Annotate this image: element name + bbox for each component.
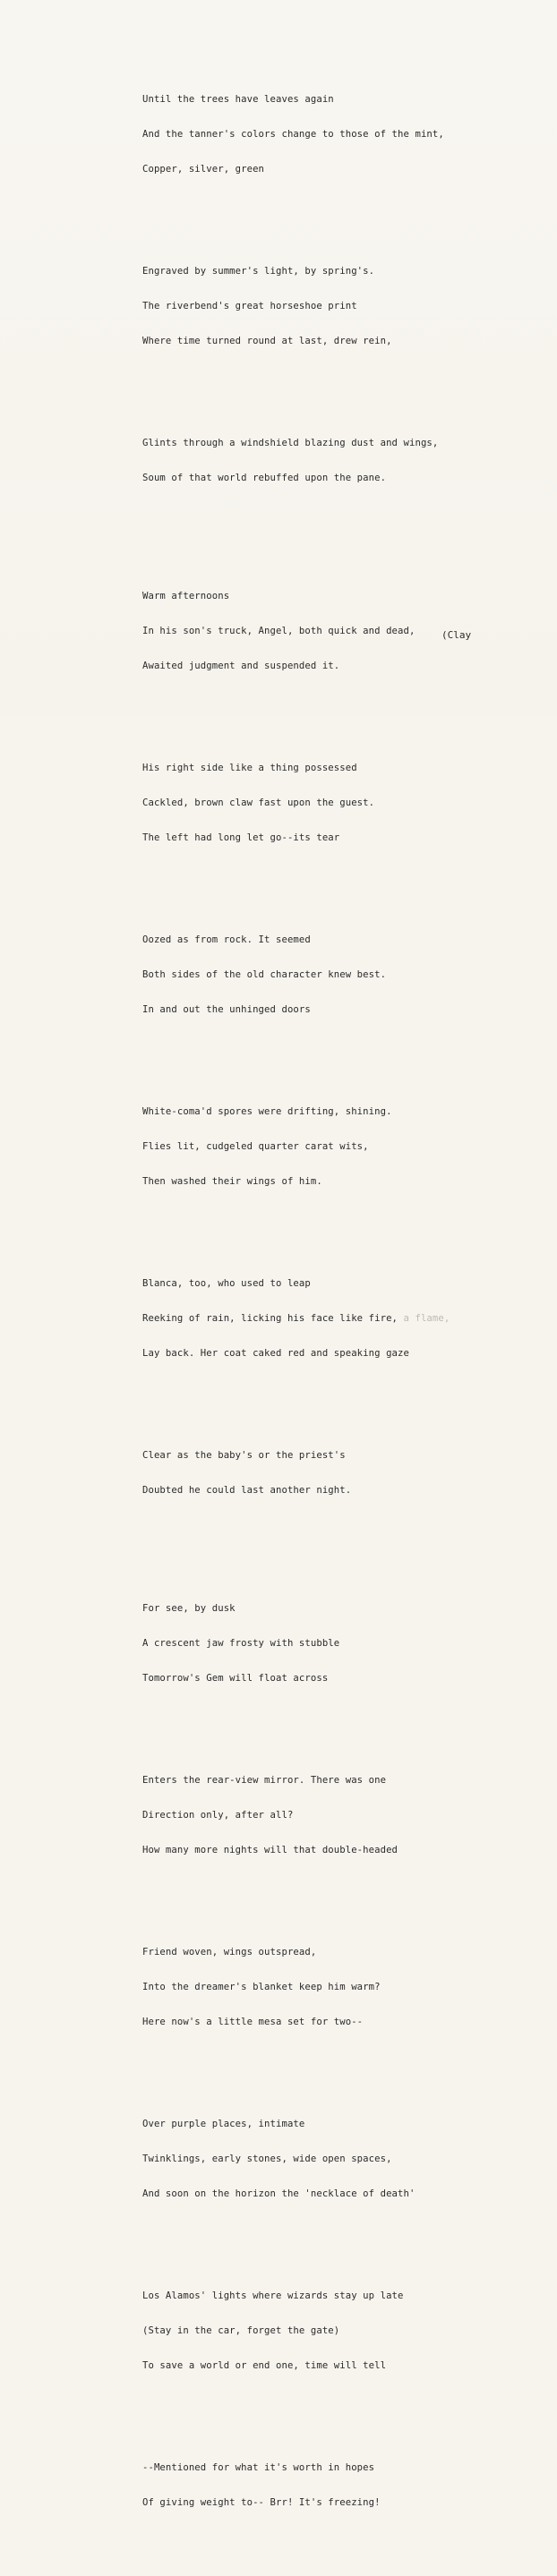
poem-line: Warm afternoons xyxy=(142,591,230,601)
poem-line: Oozed as from rock. It seemed xyxy=(142,934,311,945)
poem-line: Direction only, after all? xyxy=(142,1810,294,1821)
poem-line: His right side like a thing possessed xyxy=(142,763,357,773)
stanza-9 xyxy=(142,1427,536,1520)
poem-line: Into the dreamer's blanket keep him warm? xyxy=(142,1982,381,1992)
poem-line: To save a world or end one, time will tell xyxy=(142,2360,387,2371)
poem-line: How many more nights will that double-headed xyxy=(142,1845,398,1855)
stanza-7 xyxy=(142,1083,536,1211)
stanza-5 xyxy=(142,739,536,867)
poem-line: Copper, silver, green xyxy=(142,164,265,175)
poem-line: Enters the rear-view mirror. There was one xyxy=(142,1775,387,1786)
stanza-4 xyxy=(142,567,536,695)
poem-line: Los Alamos' lights where wizards stay up late xyxy=(142,2290,404,2301)
poem-line: Soum of that world rebuffed upon the pane. xyxy=(142,473,387,483)
poem-line: Glints through a windshield blazing dust and wings, xyxy=(142,438,439,448)
poem-line: In and out the unhinged doors xyxy=(142,1004,311,1015)
poem-line: For see, by dusk xyxy=(142,1603,236,1614)
poem-line: Of giving weight to-- Brr! It's freezing! xyxy=(142,2497,381,2508)
author-signature: (Clay xyxy=(441,629,472,641)
poem-line: (Stay in the car, forget the gate) xyxy=(142,2325,340,2336)
poem-text xyxy=(142,36,536,2576)
poem-line: In his son's truck, Angel, both quick and dead, xyxy=(142,626,416,636)
poem-line: The riverbend's great horseshoe print xyxy=(142,301,357,311)
poem-line-text: Reeking of rain, licking his face like fire, xyxy=(142,1313,398,1324)
stanza-6 xyxy=(142,911,536,1039)
poem-line: A crescent jaw frosty with stubble xyxy=(142,1638,340,1649)
poem-line: The left had long let go--its tear xyxy=(142,832,340,843)
poem-line xyxy=(142,1313,536,1325)
poem-line: White-coma'd spores were drifting, shining. xyxy=(142,1106,392,1117)
poem-line: Cackled, brown claw fast upon the guest. xyxy=(142,798,375,808)
stanza-12 xyxy=(142,1923,536,2051)
poem-line: Friend woven, wings outspread, xyxy=(142,1947,317,1958)
poem-line: Clear as the baby's or the priest's xyxy=(142,1450,346,1461)
poem-line: Over purple places, intimate xyxy=(142,2119,305,2129)
struck-fragment: a flame, xyxy=(403,1313,450,1324)
stanza-13 xyxy=(142,2095,536,2223)
poem-line: Flies lit, cudgeled quarter carat wits, xyxy=(142,1141,369,1152)
poem-line: Until the trees have leaves again xyxy=(142,94,334,105)
poem-line: Awaited judgment and suspended it. xyxy=(142,661,340,671)
stanza-10 xyxy=(142,1580,536,1708)
stanza-2 xyxy=(142,243,536,371)
stanza-1 xyxy=(142,71,536,199)
poem-line: Lay back. Her coat caked red and speaking gaze xyxy=(142,1348,409,1359)
poem-line: Doubted he could last another night. xyxy=(142,1485,352,1496)
poem-line: Twinklings, early stones, wide open spaces, xyxy=(142,2154,392,2164)
poem-line: Where time turned round at last, drew rein, xyxy=(142,336,392,346)
poem-line: Both sides of the old character knew best. xyxy=(142,969,387,980)
stanza-3 xyxy=(142,414,536,508)
poem-line: And the tanner's colors change to those of the mint, xyxy=(142,129,444,140)
poem-line: Engraved by summer's light, by spring's. xyxy=(142,266,375,277)
stanza-11 xyxy=(142,1752,536,1880)
poem-line: Tomorrow's Gem will float across xyxy=(142,1673,329,1684)
poem-line: --Mentioned for what it's worth in hopes xyxy=(142,2462,375,2473)
poem-line: Blanca, too, who used to leap xyxy=(142,1278,311,1289)
poem-line: Then washed their wings of him. xyxy=(142,1176,322,1187)
poem-line: And soon on the horizon the 'necklace of death' xyxy=(142,2188,416,2199)
stanza-8 xyxy=(142,1255,536,1383)
poem-line: Here now's a little mesa set for two-- xyxy=(142,2017,364,2027)
stanza-14 xyxy=(142,2267,536,2395)
stanza-15 xyxy=(142,2439,536,2532)
